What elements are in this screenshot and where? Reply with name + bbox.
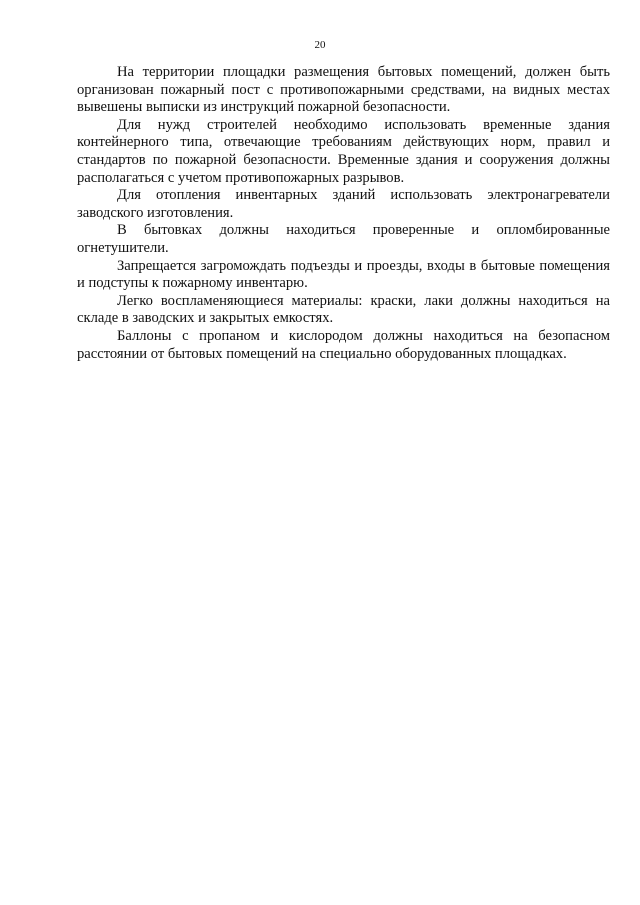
- paragraph-flammable-materials: Легко воспламеняющиеся материалы: краски, лаки должны находиться на складе в заводских и закрытых емкостях.: [77, 292, 610, 327]
- paragraph-extinguishers: В бытовках должны находиться проверенные и опломбированные огнетушители.: [77, 222, 610, 256]
- paragraph-heating: Для отопления инвентарных зданий использовать электронагреватели заводского изготовления.: [77, 187, 610, 221]
- document-body: [77, 64, 610, 363]
- paragraph-passages: Запрещается загромождать подъезды и проезды, входы в бытовые помещения и подступы к пожарному инвентарю.: [77, 257, 610, 292]
- paragraph-gas-cylinders: Баллоны с пропаном и кислородом должны находиться на безопасном расстоянии от бытовых помещений на специально оборудованных площадках.: [77, 327, 610, 362]
- page-number: 20: [314, 39, 326, 51]
- paragraph-fire-post: На территории площадки размещения бытовых помещений, должен быть организован пожарный пост с противопожарными средствами, на видных местах вывешены выписки из инструкций пожарной безопасности.: [77, 64, 610, 116]
- paragraph-temporary-buildings: Для нужд строителей необходимо использовать временные здания контейнерного типа, отвечающие требованиям действующих норм, правил и стандартов по пожарной безопасности. Временные здания и сооружения должны располагаться с учетом противопожарных разрывов.: [77, 116, 610, 186]
